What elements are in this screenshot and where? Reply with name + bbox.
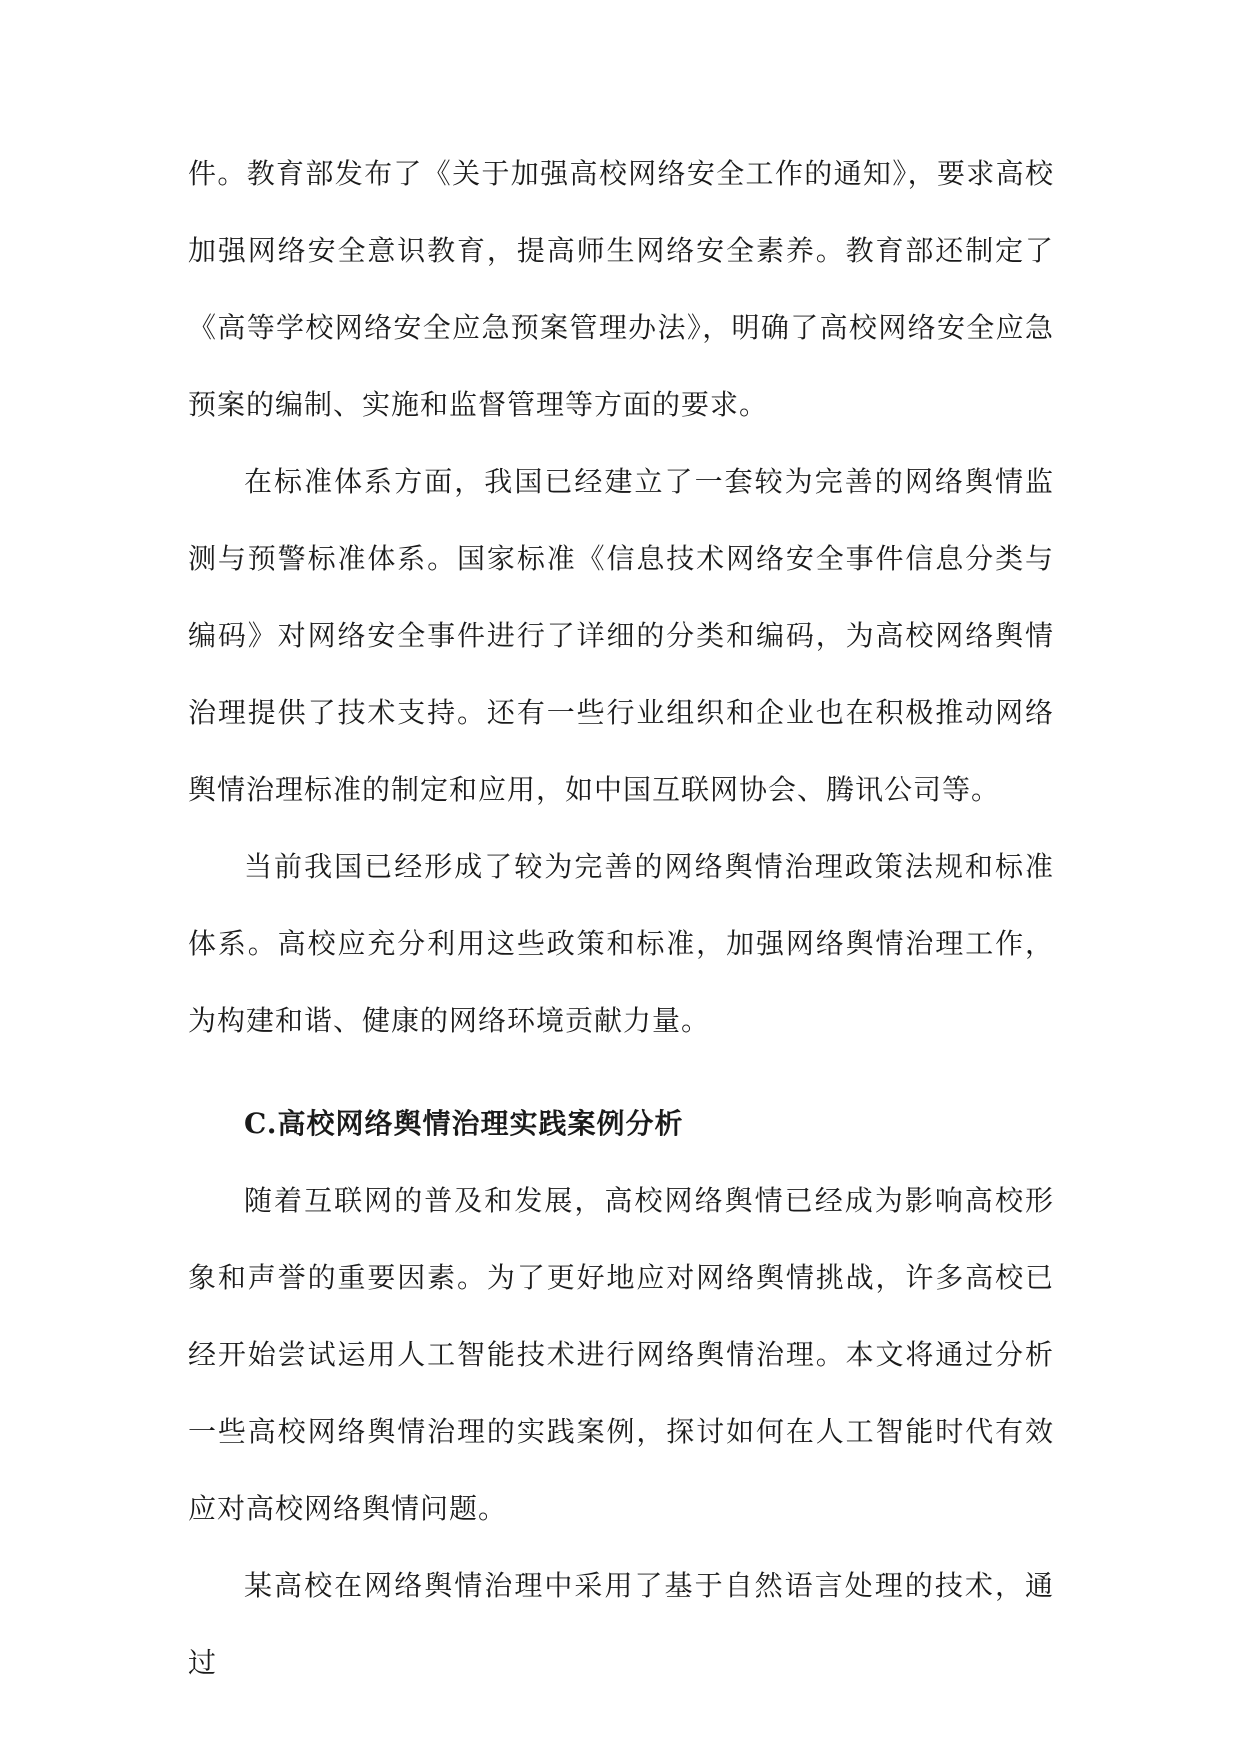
paragraph-case-intro: 随着互联网的普及和发展，高校网络舆情已经成为影响高校形象和声誉的重要因素。为了更好地应对网络舆情挑战，许多高校已经开始尝试运用人工智能技术进行网络舆情治理。本文将通过分析一些高校网络舆情治理的实践案例，探讨如何在人工智能时代有效应对高校网络舆情问题。 bbox=[188, 1184, 1054, 1525]
section-heading: C.高校网络舆情治理实践案例分析 bbox=[244, 1107, 684, 1140]
document-body bbox=[188, 135, 1054, 1701]
paragraph-summary: 当前我国已经形成了较为完善的网络舆情治理政策法规和标准体系。高校应充分利用这些政策和标准，加强网络舆情治理工作，为构建和谐、健康的网络环境贡献力量。 bbox=[188, 850, 1054, 1037]
paragraph-policy-continuation: 件。教育部发布了《关于加强高校网络安全工作的通知》，要求高校加强网络安全意识教育，提高师生网络安全素养。教育部还制定了《高等学校网络安全应急预案管理办法》，明确了高校网络安全应急预案的编制、实施和监督管理等方面的要求。 bbox=[188, 157, 1054, 421]
paragraph-standards-system: 在标准体系方面，我国已经建立了一套较为完善的网络舆情监测与预警标准体系。国家标准《信息技术网络安全事件信息分类与编码》对网络安全事件进行了详细的分类和编码，为高校网络舆情治理提供了技术支持。还有一些行业组织和企业也在积极推动网络舆情治理标准的制定和应用，如中国互联网协会、腾讯公司等。 bbox=[188, 465, 1054, 806]
paragraph-case-example: 某高校在网络舆情治理中采用了基于自然语言处理的技术，通过 bbox=[188, 1569, 1054, 1679]
